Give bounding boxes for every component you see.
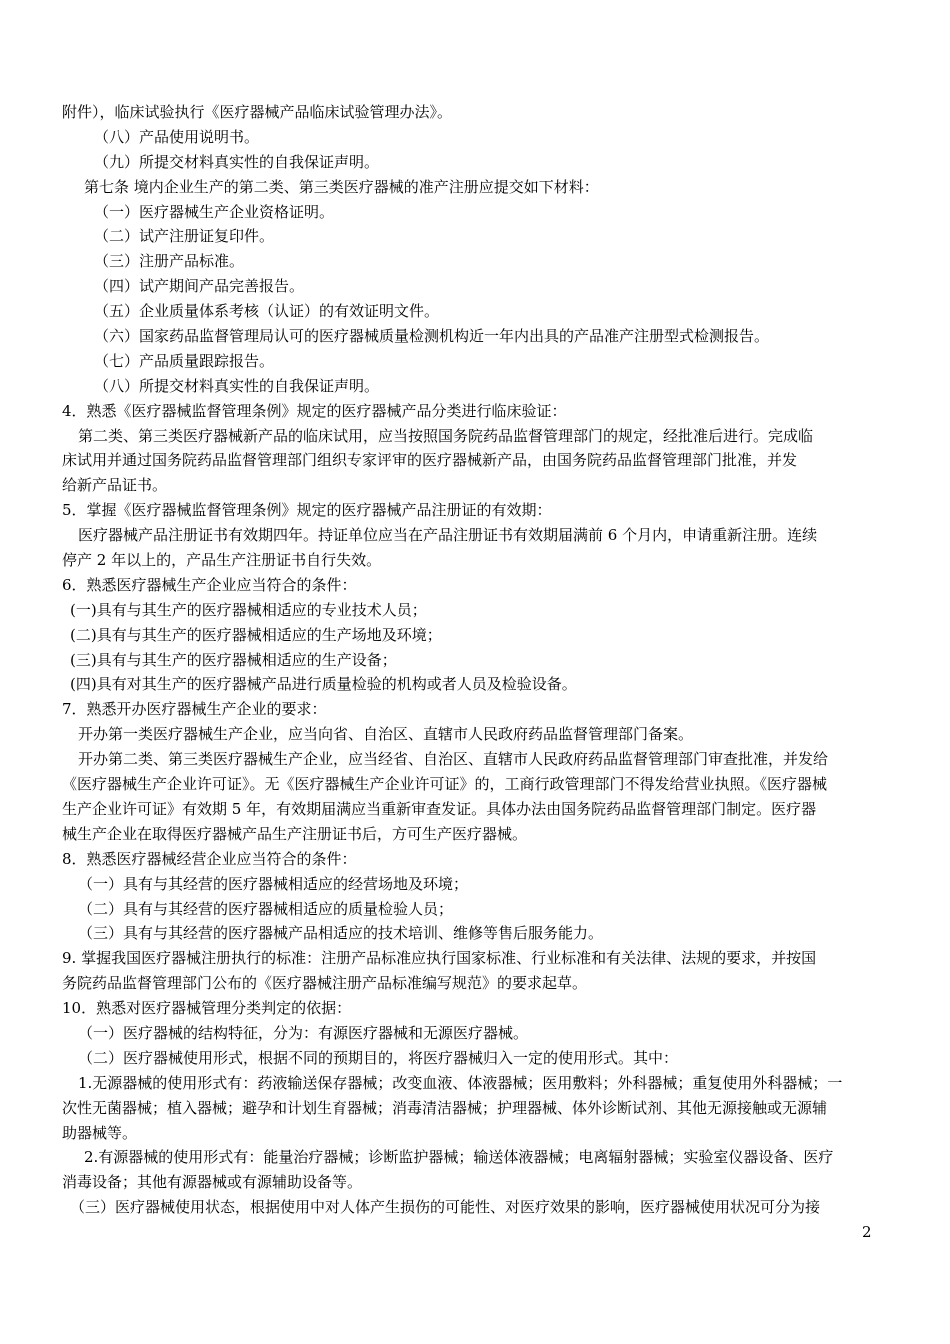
text-line: (四)具有对其生产的医疗器械产品进行质量检验的机构或者人员及检验设备。 — [70, 675, 577, 694]
text-line: 10．熟悉对医疗器械管理分类判定的依据： — [62, 999, 352, 1018]
text-line: （一）医疗器械的结构特征，分为：有源医疗器械和无源医疗器械。 — [78, 1023, 529, 1042]
text-line: 生产企业许可证》有效期 5 年，有效期届满应当重新审查发证。具体办法由国务院药品监督管理部门制定。医疗器 — [62, 799, 817, 818]
text-line: 4．熟悉《医疗器械监督管理条例》规定的医疗器械产品分类进行临床验证： — [62, 401, 567, 420]
text-line: 床试用并通过国务院药品监督管理部门组织专家评审的医疗器械新产品，由国务院药品监督管理部门批准，并发 — [62, 451, 798, 470]
text-line: 助器械等。 — [62, 1123, 138, 1142]
text-line: （九）所提交材料真实性的自我保证声明。 — [94, 152, 380, 171]
text-line: 8．熟悉医疗器械经营企业应当符合的条件： — [62, 849, 357, 868]
text-line: (二)具有与其生产的医疗器械相适应的生产场地及环境； — [70, 625, 442, 644]
text-line: （七）产品质量跟踪报告。 — [94, 351, 275, 370]
text-line: 医疗器械产品注册证书有效期四年。持证单位应当在产品注册证书有效期届满前 6 个月内，申请重新注册。连续 — [78, 526, 818, 545]
text-line: （一）具有与其经营的医疗器械相适应的经营场地及环境； — [78, 874, 469, 893]
text-line: （四）试产期间产品完善报告。 — [94, 277, 305, 296]
text-line: （三）医疗器械使用状态，根据使用中对人体产生损伤的可能性、对医疗效果的影响，医疗器械使用状况可分为接 — [70, 1198, 821, 1217]
text-line: 消毒设备；其他有源器械或有源辅助设备等。 — [62, 1173, 363, 1192]
text-line: 务院药品监督管理部门公布的《医疗器械注册产品标准编写规范》的要求起草。 — [62, 974, 588, 993]
text-line: (一)具有与其生产的医疗器械相适应的专业技术人员； — [70, 600, 427, 619]
text-line: （三）具有与其经营的医疗器械产品相适应的技术培训、维修等售后服务能力。 — [78, 924, 604, 943]
text-line: （二）试产注册证复印件。 — [94, 227, 275, 246]
text-line: 开办第一类医疗器械生产企业，应当向省、自治区、直辖市人民政府药品监督管理部门备案。 — [78, 725, 694, 744]
text-line: （一）医疗器械生产企业资格证明。 — [94, 202, 335, 221]
text-line: 7．熟悉开办医疗器械生产企业的要求： — [62, 700, 327, 719]
text-line: （八）产品使用说明书。 — [94, 127, 260, 146]
text-line: 第二类、第三类医疗器械新产品的临床试用，应当按照国务院药品监督管理部门的规定，经批准后进行。完成临 — [78, 426, 814, 445]
text-line: （五）企业质量体系考核（认证）的有效证明文件。 — [94, 302, 440, 321]
page-number: 2 — [862, 1223, 872, 1241]
text-line: 1.无源器械的使用形式有：药液输送保存器械；改变血液、体液器械；医用敷料；外科器械；重复使用外科器械；一 — [78, 1073, 843, 1092]
text-line: （二）具有与其经营的医疗器械相适应的质量检验人员； — [78, 899, 454, 918]
document-body — [62, 100, 882, 1220]
text-line: 次性无菌器械；植入器械；避孕和计划生育器械；消毒清洁器械；护理器械、体外诊断试剂、其他无源接触或无源辅 — [62, 1098, 828, 1117]
text-line: 5．掌握《医疗器械监督管理条例》规定的医疗器械产品注册证的有效期： — [62, 501, 552, 520]
text-line: 附件），临床试验执行《医疗器械产品临床试验管理办法》。 — [62, 103, 453, 121]
text-line: （六）国家药品监督管理局认可的医疗器械质量检测机构近一年内出具的产品准产注册型式检测报告。 — [94, 327, 770, 346]
text-line: 械生产企业在取得医疗器械产品生产注册证书后，方可生产医疗器械。 — [62, 824, 528, 843]
text-line: 《医疗器械生产企业许可证》。无《医疗器械生产企业许可证》的，工商行政管理部门不得发给营业执照。《医疗器械 — [62, 775, 828, 794]
text-line: （八）所提交材料真实性的自我保证声明。 — [94, 376, 380, 395]
text-line: 开办第二类、第三类医疗器械生产企业，应当经省、自治区、直辖市人民政府药品监督管理部门审查批准，并发给 — [78, 750, 829, 769]
text-line: 2.有源器械的使用形式有：能量治疗器械；诊断监护器械；输送体液器械；电离辐射器械；实验室仪器设备、医疗 — [84, 1148, 834, 1167]
text-line: （三）注册产品标准。 — [94, 252, 245, 271]
text-line: 第七条 境内企业生产的第二类、第三类医疗器械的准产注册应提交如下材料： — [84, 177, 599, 196]
text-line: 9. 掌握我国医疗器械注册执行的标准：注册产品标准应执行国家标准、行业标准和有关法律、法规的要求，并按国 — [62, 949, 817, 968]
text-line: 给新产品证书。 — [62, 476, 168, 495]
text-line: 停产 2 年以上的，产品生产注册证书自行失效。 — [62, 551, 382, 570]
text-line: （二）医疗器械使用形式，根据不同的预期目的，将医疗器械归入一定的使用形式。其中： — [78, 1048, 679, 1067]
text-line: 6．熟悉医疗器械生产企业应当符合的条件： — [62, 575, 357, 594]
text-line: (三)具有与其生产的医疗器械相适应的生产设备； — [70, 650, 397, 669]
